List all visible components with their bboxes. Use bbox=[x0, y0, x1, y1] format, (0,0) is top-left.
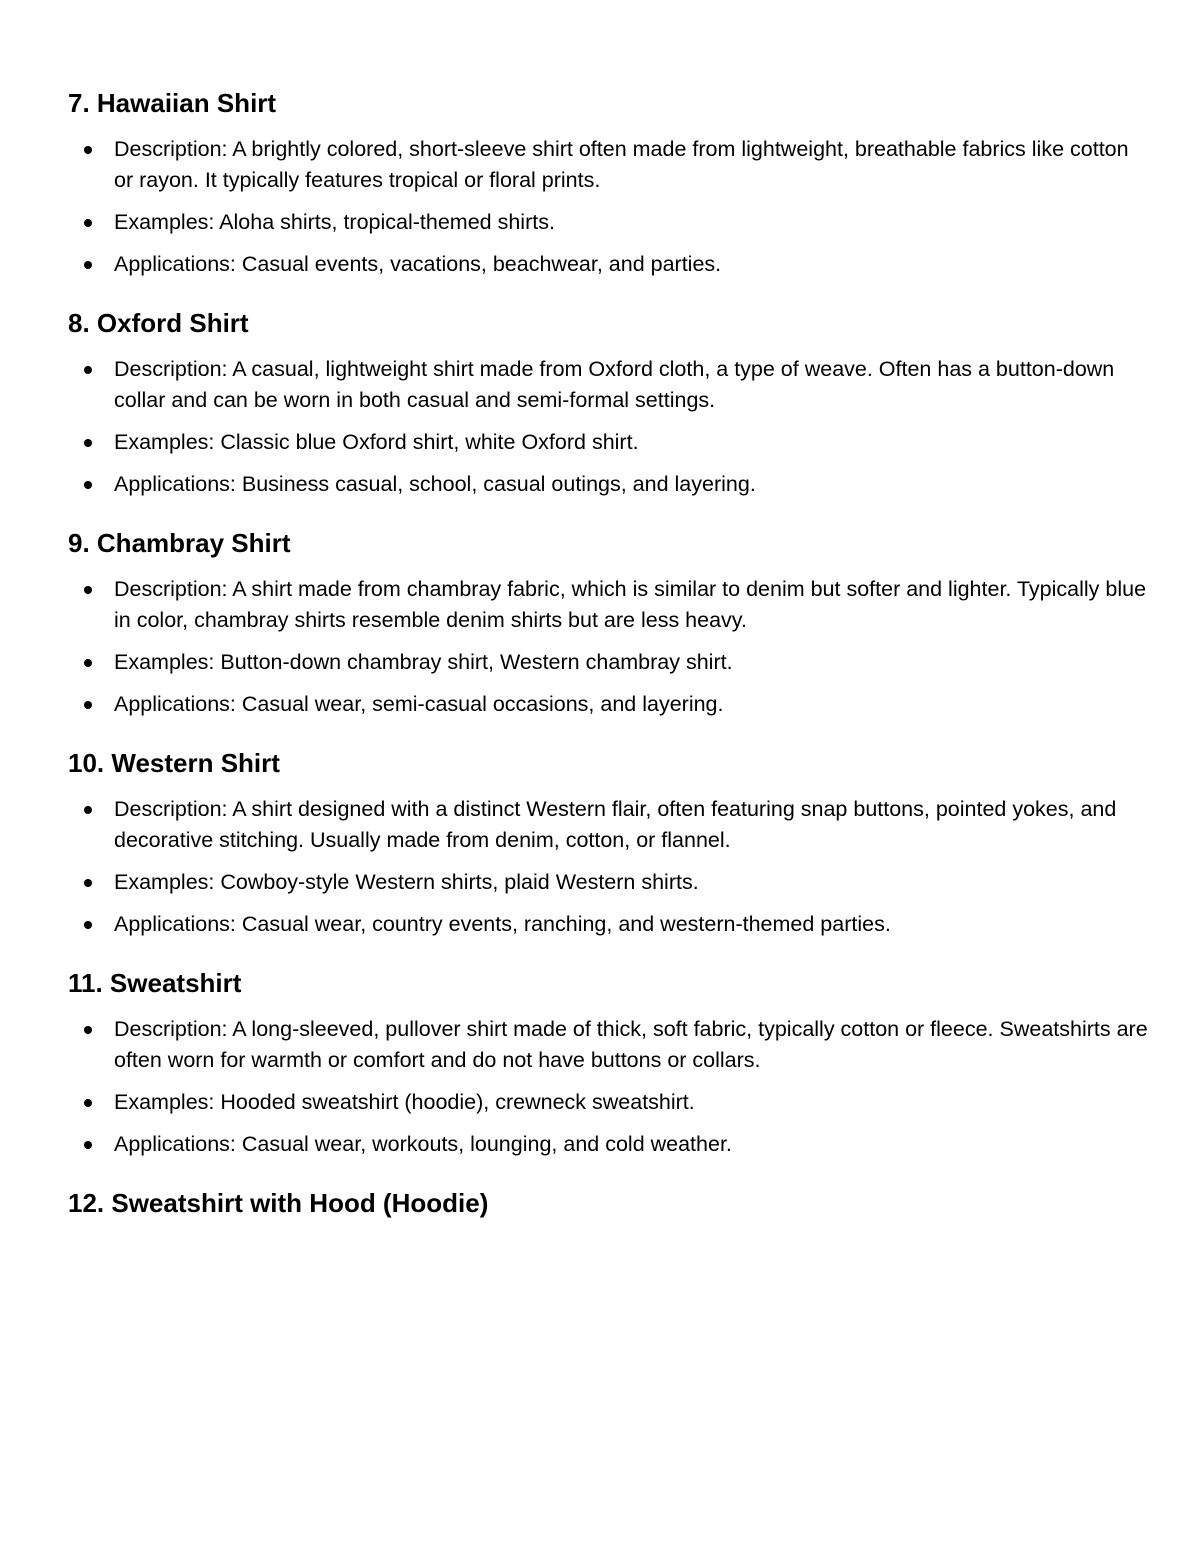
item-label: Examples: bbox=[114, 650, 215, 674]
list-item bbox=[68, 469, 1148, 500]
item-text: A shirt made from chambray fabric, which is similar to denim but softer and lighter. Typically blue in color, chambray shirts resemble denim shirts but are less heavy. bbox=[114, 577, 1147, 632]
bullet-icon bbox=[84, 806, 92, 814]
list-item bbox=[68, 1014, 1148, 1076]
list-item bbox=[68, 354, 1148, 416]
list-item bbox=[68, 647, 1148, 678]
section-heading: 7. Hawaiian Shirt bbox=[68, 88, 277, 118]
document-page bbox=[68, 84, 1148, 1246]
item-text: A brightly colored, short-sleeve shirt often made from lightweight, breathable fabrics like cotton or rayon. It typically features tropical or floral prints. bbox=[114, 137, 1129, 192]
section-heading: 12. Sweatshirt with Hood (Hoodie) bbox=[68, 1188, 489, 1218]
item-label: Examples: bbox=[114, 430, 215, 454]
item-text: Classic blue Oxford shirt, white Oxford shirt. bbox=[214, 430, 639, 454]
item-text: Casual events, vacations, beachwear, and parties. bbox=[235, 252, 722, 276]
list-item bbox=[68, 909, 1148, 940]
bullet-icon bbox=[84, 1026, 92, 1034]
item-text: Cowboy-style Western shirts, plaid Western shirts. bbox=[214, 870, 699, 894]
item-label: Applications: bbox=[114, 1132, 236, 1156]
bullet-icon bbox=[84, 701, 92, 709]
item-label: Examples: bbox=[114, 1090, 215, 1114]
item-label: Description: bbox=[114, 577, 228, 601]
item-text: A casual, lightweight shirt made from Oxford cloth, a type of weave. Often has a button-down collar and can be worn in both casual and semi-formal settings. bbox=[114, 357, 1115, 412]
bullet-list bbox=[68, 1014, 1148, 1160]
section-western-shirt bbox=[68, 744, 1148, 940]
bullet-icon bbox=[84, 1099, 92, 1107]
bullet-list bbox=[68, 574, 1148, 720]
list-item bbox=[68, 689, 1148, 720]
section-heading: 11. Sweatshirt bbox=[68, 968, 242, 998]
bullet-icon bbox=[84, 146, 92, 154]
bullet-icon bbox=[84, 439, 92, 447]
section-sweatshirt bbox=[68, 964, 1148, 1160]
bullet-icon bbox=[84, 481, 92, 489]
item-label: Applications: bbox=[114, 252, 236, 276]
item-label: Description: bbox=[114, 1017, 228, 1041]
item-label: Applications: bbox=[114, 472, 236, 496]
item-text: Hooded sweatshirt (hoodie), crewneck sweatshirt. bbox=[214, 1090, 695, 1114]
bullet-icon bbox=[84, 261, 92, 269]
list-item bbox=[68, 1087, 1148, 1118]
section-chambray-shirt bbox=[68, 524, 1148, 720]
list-item bbox=[68, 134, 1148, 196]
list-item bbox=[68, 1129, 1148, 1160]
item-label: Examples: bbox=[114, 870, 215, 894]
item-text: Casual wear, workouts, lounging, and cold weather. bbox=[235, 1132, 732, 1156]
bullet-icon bbox=[84, 1141, 92, 1149]
list-item bbox=[68, 249, 1148, 280]
bullet-list bbox=[68, 354, 1148, 500]
item-text: A long-sleeved, pullover shirt made of thick, soft fabric, typically cotton or fleece. Sweatshirts are often worn for warmth or comfort and do not have buttons or collars. bbox=[114, 1017, 1148, 1072]
section-heading: 10. Western Shirt bbox=[68, 748, 280, 778]
list-item bbox=[68, 427, 1148, 458]
bullet-icon bbox=[84, 659, 92, 667]
bullet-list bbox=[68, 794, 1148, 940]
item-text: Casual wear, semi-casual occasions, and layering. bbox=[235, 692, 724, 716]
list-item bbox=[68, 207, 1148, 238]
bullet-icon bbox=[84, 879, 92, 887]
item-label: Description: bbox=[114, 137, 228, 161]
bullet-icon bbox=[84, 921, 92, 929]
bullet-icon bbox=[84, 219, 92, 227]
item-text: Aloha shirts, tropical-themed shirts. bbox=[214, 210, 555, 234]
bullet-icon bbox=[84, 586, 92, 594]
section-hoodie bbox=[68, 1184, 1148, 1222]
item-label: Description: bbox=[114, 797, 228, 821]
item-label: Examples: bbox=[114, 210, 215, 234]
item-label: Applications: bbox=[114, 692, 236, 716]
item-text: Business casual, school, casual outings, and layering. bbox=[235, 472, 756, 496]
item-text: A shirt designed with a distinct Western flair, often featuring snap buttons, pointed yokes, and decorative stitching. Usually made from denim, cotton, or flannel. bbox=[114, 797, 1117, 852]
item-label: Description: bbox=[114, 357, 228, 381]
bullet-icon bbox=[84, 366, 92, 374]
item-text: Button-down chambray shirt, Western chambray shirt. bbox=[214, 650, 733, 674]
section-heading: 9. Chambray Shirt bbox=[68, 528, 291, 558]
list-item bbox=[68, 794, 1148, 856]
item-label: Applications: bbox=[114, 912, 236, 936]
section-hawaiian-shirt bbox=[68, 84, 1148, 280]
item-text: Casual wear, country events, ranching, and western-themed parties. bbox=[235, 912, 891, 936]
list-item bbox=[68, 574, 1148, 636]
bullet-list bbox=[68, 134, 1148, 280]
section-oxford-shirt bbox=[68, 304, 1148, 500]
list-item bbox=[68, 867, 1148, 898]
section-heading: 8. Oxford Shirt bbox=[68, 308, 249, 338]
